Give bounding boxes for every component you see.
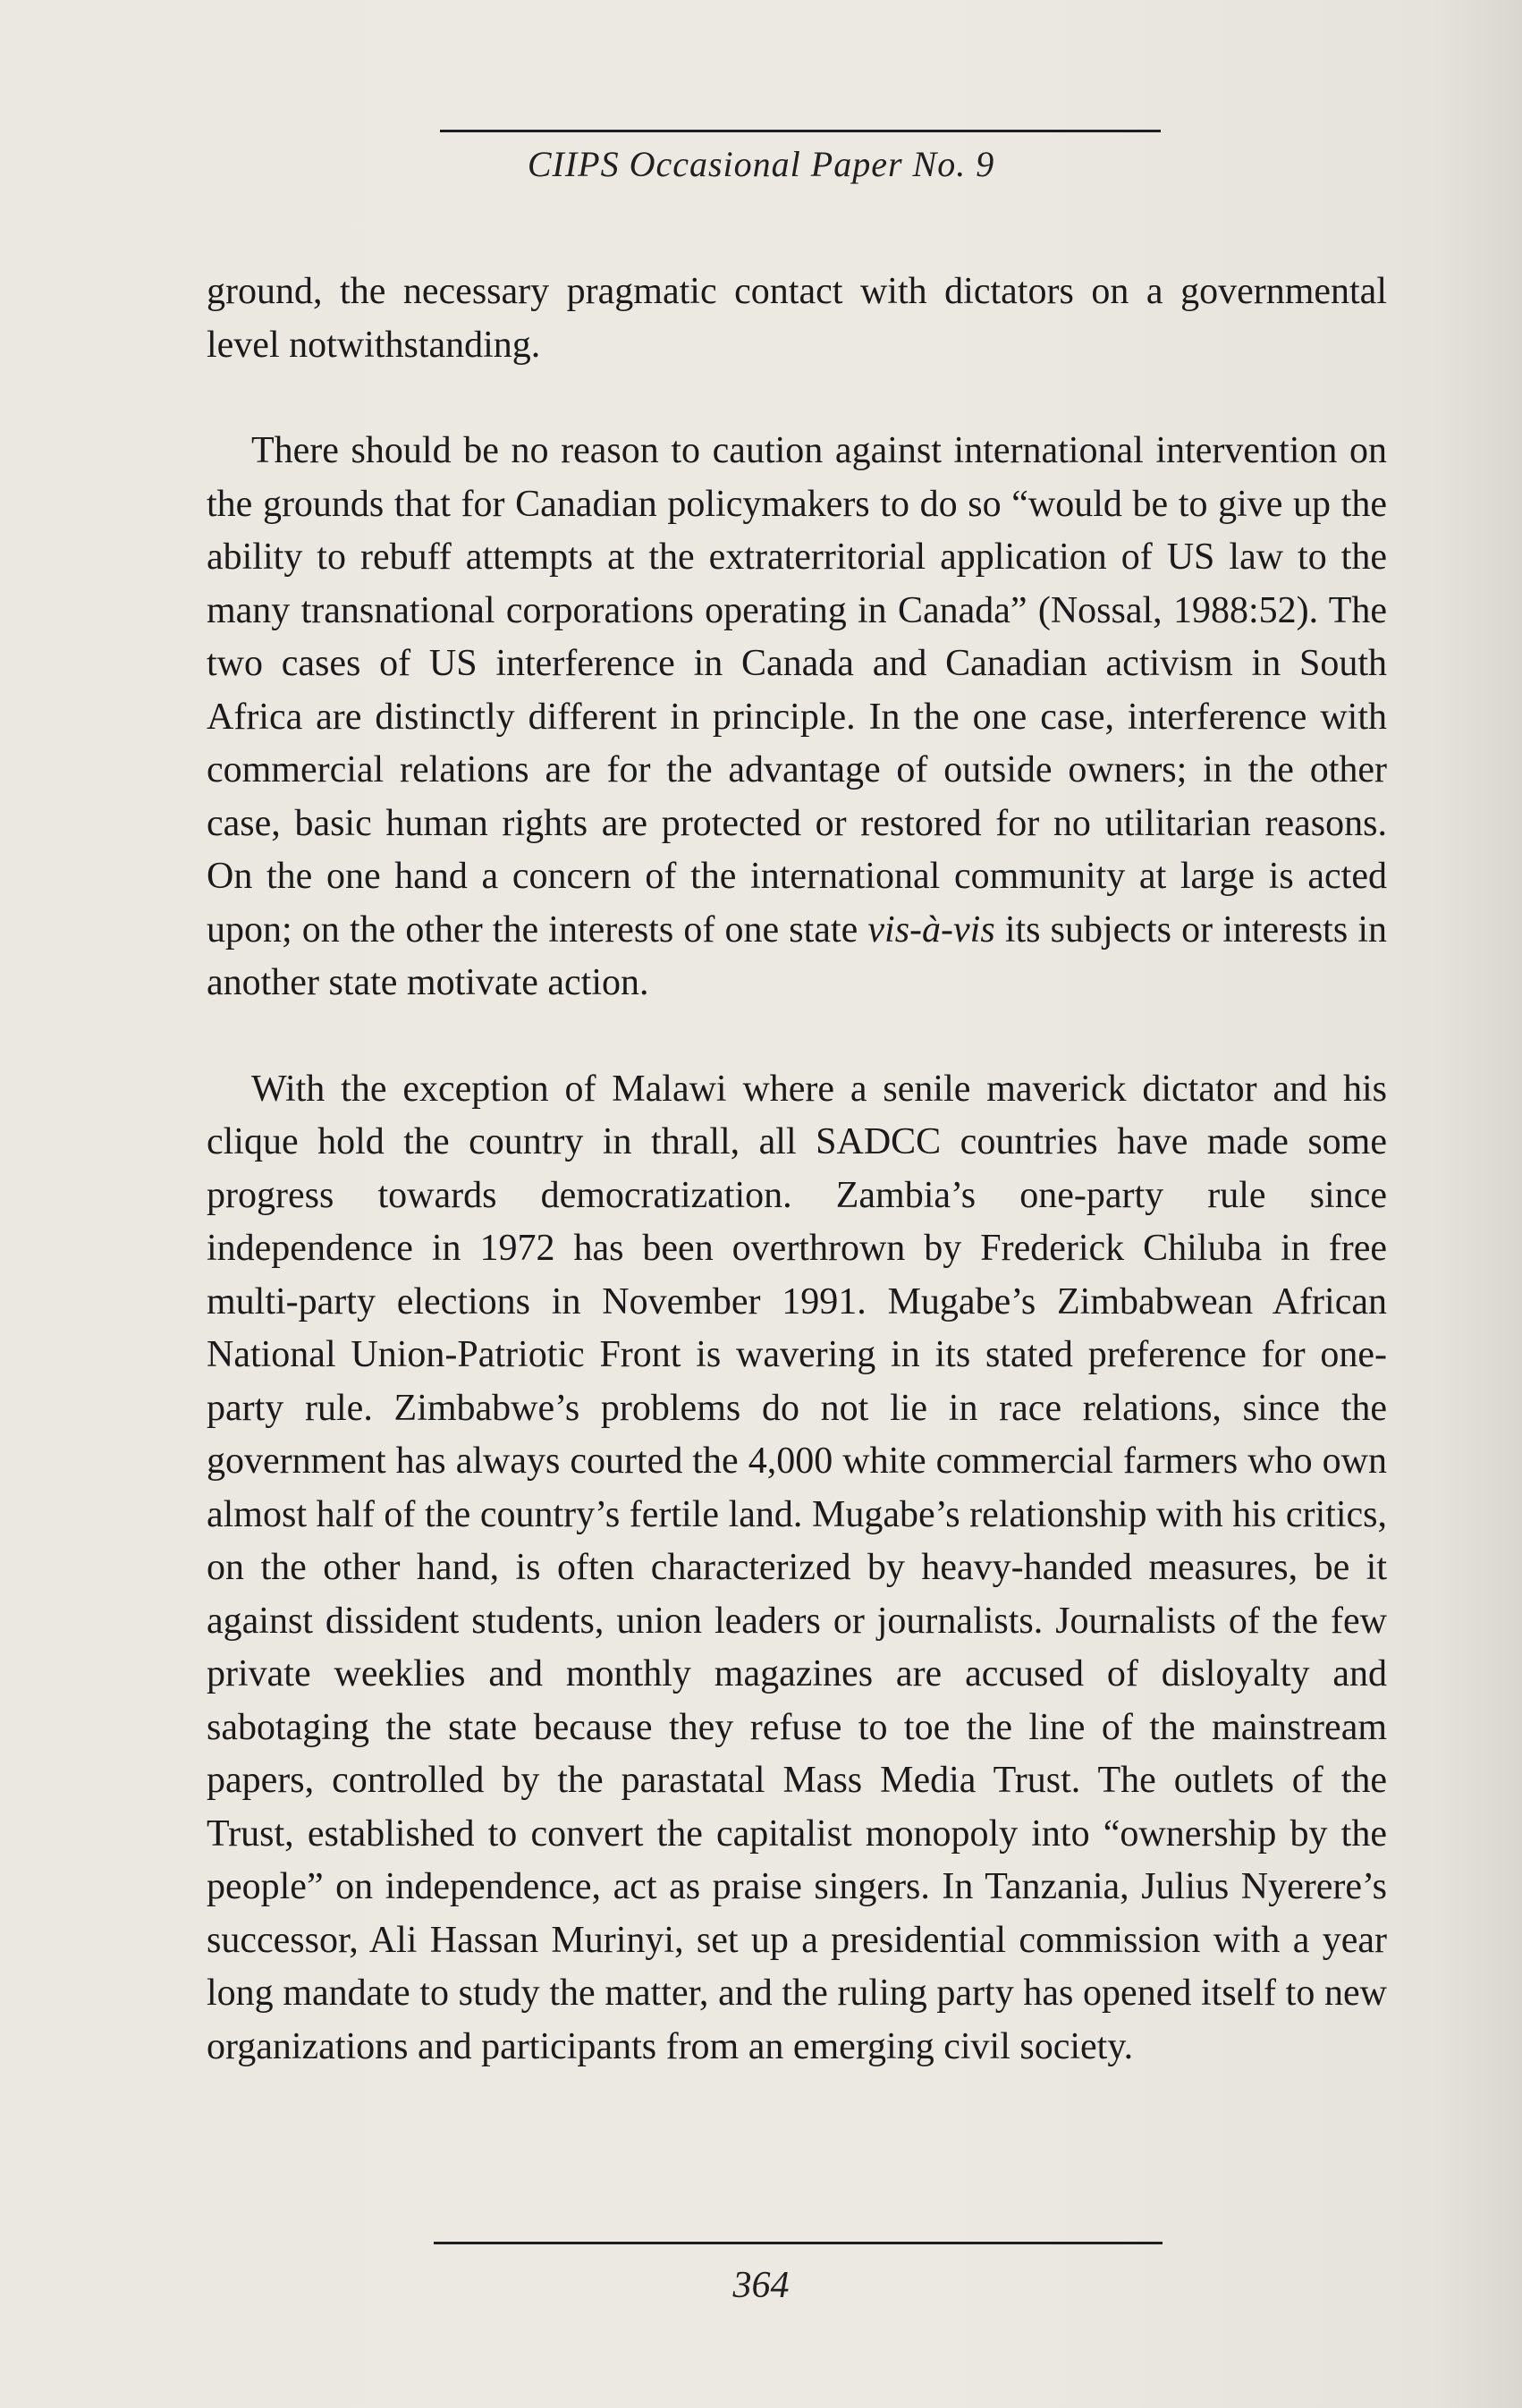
paragraph-2-italic-phrase: vis-à-vis (867, 908, 995, 951)
paragraph-3: With the exception of Malawi where a senile maverick dictator and his clique hold the country in thrall, all SADCC countries have made some progress towards democratization. Zambia’s one-party rule since independence in 1972 has been overthrown by Frederick Chiluba in free multi-party elections in November 1991. Mugabe’s Zimbabwean African National Union-Patriotic Front is wavering in its stated preference for one-party rule. Zimbabwe’s problems do not lie in race relations, since the government has always courted the 4,000 white commercial farmers who own almost half of the country’s fertile land. Mugabe’s relationship with his critics, on the other hand, is often characterized by heavy-handed measures, be it against dissident students, union leaders or journalists. Journalists of the few private weeklies and monthly magazines are accused of disloyalty and sabotaging the state because they refuse to toe the line of the mainstream papers, controlled by the parastatal Mass Media Trust. The outlets of the Trust, established to convert the capitalist monopoly into “ownership by the people” on independence, act as praise singers. In Tanzania, Julius Nyerere’s successor, Ali Hassan Murinyi, set up a presidential commission with a year long mandate to study the matter, and the ruling party has opened itself to new organizations and participants from an emerging civil society. (207, 1068, 1387, 2067)
body-text (207, 266, 1387, 2074)
paragraph-2-text-a: There should be no reason to caution against international intervention on the grounds that for Canadian policymakers to do so “would be to give up the ability to rebuff attempts at the extraterritorial application of US law to the many transnational corporations operating in Canada” (Nossal, 1988:52). The two cases of US interference in Canada and Canadian activism in South Africa are distinctly different in principle. In the one case, interference with commercial relations are for the advantage of outside owners; in the other case, basic human rights are protected or restored for no utilitarian reasons. On the one hand a concern of the international community at large is acted upon; on the other the interests of one state (207, 430, 1387, 951)
paragraph-1: ground, the necessary pragmatic contact with dictators on a governmental level notwithstanding. (207, 271, 1387, 366)
header-rule (440, 130, 1161, 132)
page-number: 364 (732, 2265, 790, 2306)
footer-rule (434, 2242, 1163, 2244)
paragraph-2-text-b: its subjects or interests in another state motivate action. (207, 908, 1387, 1003)
running-title: CIIPS Occasional Paper No. 9 (527, 144, 995, 184)
paragraph-2 (207, 425, 1387, 1010)
